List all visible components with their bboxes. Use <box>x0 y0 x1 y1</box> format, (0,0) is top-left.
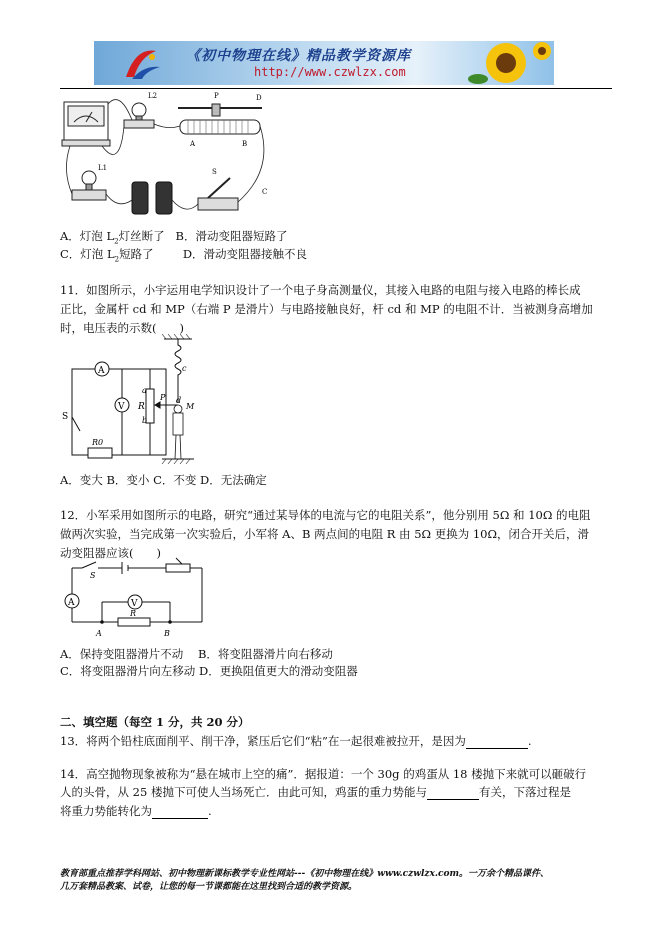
label-C: C <box>262 188 268 196</box>
page-footer <box>60 868 620 894</box>
q12-line-2: 做两次实验，当完成第一次实验后，小军将 A、B 两点间的电阻 R 由 5Ω 更换为 10Ω，闭合开关后，滑 <box>60 527 590 541</box>
q10-option-row-1 <box>60 229 288 248</box>
logo-icon <box>122 45 162 81</box>
banner-url: http://www.czwlzx.com <box>254 65 406 79</box>
footer-line-1: 教育部重点推荐学科网站、初中物理新课标教学专业性网站---《初中物理在线》www.czwlzx.com。一万余个精品课件、 <box>60 869 550 879</box>
q10-option-d: D．滑动变阻器接触不良 <box>182 247 308 261</box>
q12-r-label: R <box>130 609 137 618</box>
q10-option-c: C．灯泡 $L_2$短路了 <box>60 247 154 264</box>
q12-option-c: C．将变阻器滑片向左移动 <box>60 664 196 678</box>
q13-answer-blank[interactable] <box>466 734 528 749</box>
q14-line-1: 14．高空抛物现象被称为“悬在城市上空的痛”．据报道：一个 30g 的鸡蛋从 18 楼抛下来就可以砸破行 <box>60 767 587 781</box>
section-heading: 二、填空题（每空 1 分，共 20 分） <box>60 715 250 729</box>
q12-option-row-1 <box>60 647 333 661</box>
q12-switch-label: S <box>90 571 96 580</box>
q11-a-label: a <box>142 386 147 395</box>
q11-m-label: M <box>186 402 195 411</box>
q12-circuit-figure <box>62 558 212 640</box>
q11-r0-label: R0 <box>92 438 104 447</box>
label-D: D <box>256 94 262 102</box>
q11-switch-label: S <box>62 412 69 422</box>
q12-option-d: D．更换阻值更大的滑动变阻器 <box>198 664 358 678</box>
q11-height-meter-figure <box>62 333 212 468</box>
q12-option-b: B．将变阻器滑片向右移动 <box>197 647 333 661</box>
label-L1: L1 <box>98 164 108 172</box>
q11-b-label: b <box>142 416 148 425</box>
q11-ammeter-label: A <box>98 366 105 376</box>
sunflower-icon <box>466 41 554 85</box>
q12-voltmeter-label: V <box>131 599 138 609</box>
q14-line-2: 人的头骨，从 25 楼抛下可使人当场死亡．由此可知，鸡蛋的重力势能与 有关，下落过程是 <box>60 785 571 799</box>
label-S: S <box>212 168 217 176</box>
q13-text: 13．将两个铅柱底面削平、削干净，紧压后它们“粘”在一起很难被拉开，是因为 <box>60 734 466 748</box>
q12-point-b-label: B <box>164 629 170 638</box>
q12-option-row-2 <box>60 664 358 678</box>
header-rule <box>60 88 612 89</box>
q10-circuit-figure <box>62 90 282 220</box>
q13-line: 13．将两个铅柱底面削平、削干净，紧压后它们“粘”在一起很难被拉开，是因为 . <box>60 734 532 748</box>
banner-title: 《初中物理在线》精品教学资源库 <box>186 48 411 64</box>
q12-ammeter-label: A <box>68 598 75 608</box>
q10-option-a: A．灯泡 $L_2$灯丝断了 <box>60 229 165 246</box>
q14-answer-blank-2[interactable] <box>152 804 208 819</box>
q14-line-3: 将重力势能转化为 . <box>60 804 212 818</box>
q11-voltmeter-label: V <box>118 402 125 412</box>
q10-option-row-2 <box>60 247 307 266</box>
q11-d-label: d <box>176 396 182 405</box>
q11-line-3: 时，电压表的示数( ) <box>60 321 184 335</box>
q12-point-a-label: A <box>96 629 102 638</box>
q11-c-label: c <box>182 364 187 373</box>
label-B: B <box>242 140 248 148</box>
q10-option-b: B．滑动变阻器短路了 <box>175 229 288 243</box>
label-P: P <box>214 92 219 100</box>
q11-options: A．变大 B．变小 C．不变 D．无法确定 <box>60 473 267 487</box>
q12-line-1: 12．小军采用如图所示的电路，研究“通过某导体的电流与它的电阻关系”，他分别用 5Ω 和 10Ω 的电阻 <box>60 508 591 522</box>
q11-line-2: 正比，金属杆 cd 和 MP（右端 P 是滑片）与电路接触良好，杆 cd 和 MP 的电阻不计．当被测身高增加 <box>60 302 593 316</box>
label-L2: L2 <box>148 92 158 100</box>
q11-r-label: R <box>138 402 145 412</box>
footer-line-2: 几万套精品教案、试卷，让您的每一节课都能在这里找到合适的教学资源。 <box>60 882 358 892</box>
q11-line-1: 11．如图所示，小宇运用电学知识设计了一个电子身高测量仪，其接入电路的电阻与接入电路的棒长成 <box>60 283 581 297</box>
label-A: A <box>190 140 196 148</box>
q11-p-label: P <box>160 393 166 402</box>
header-banner <box>94 41 554 85</box>
q12-option-a: A．保持变阻器滑片不动 <box>60 647 184 661</box>
q14-answer-blank-1[interactable] <box>427 785 479 800</box>
q12-line-3: 动变阻器应该( ) <box>60 546 161 560</box>
